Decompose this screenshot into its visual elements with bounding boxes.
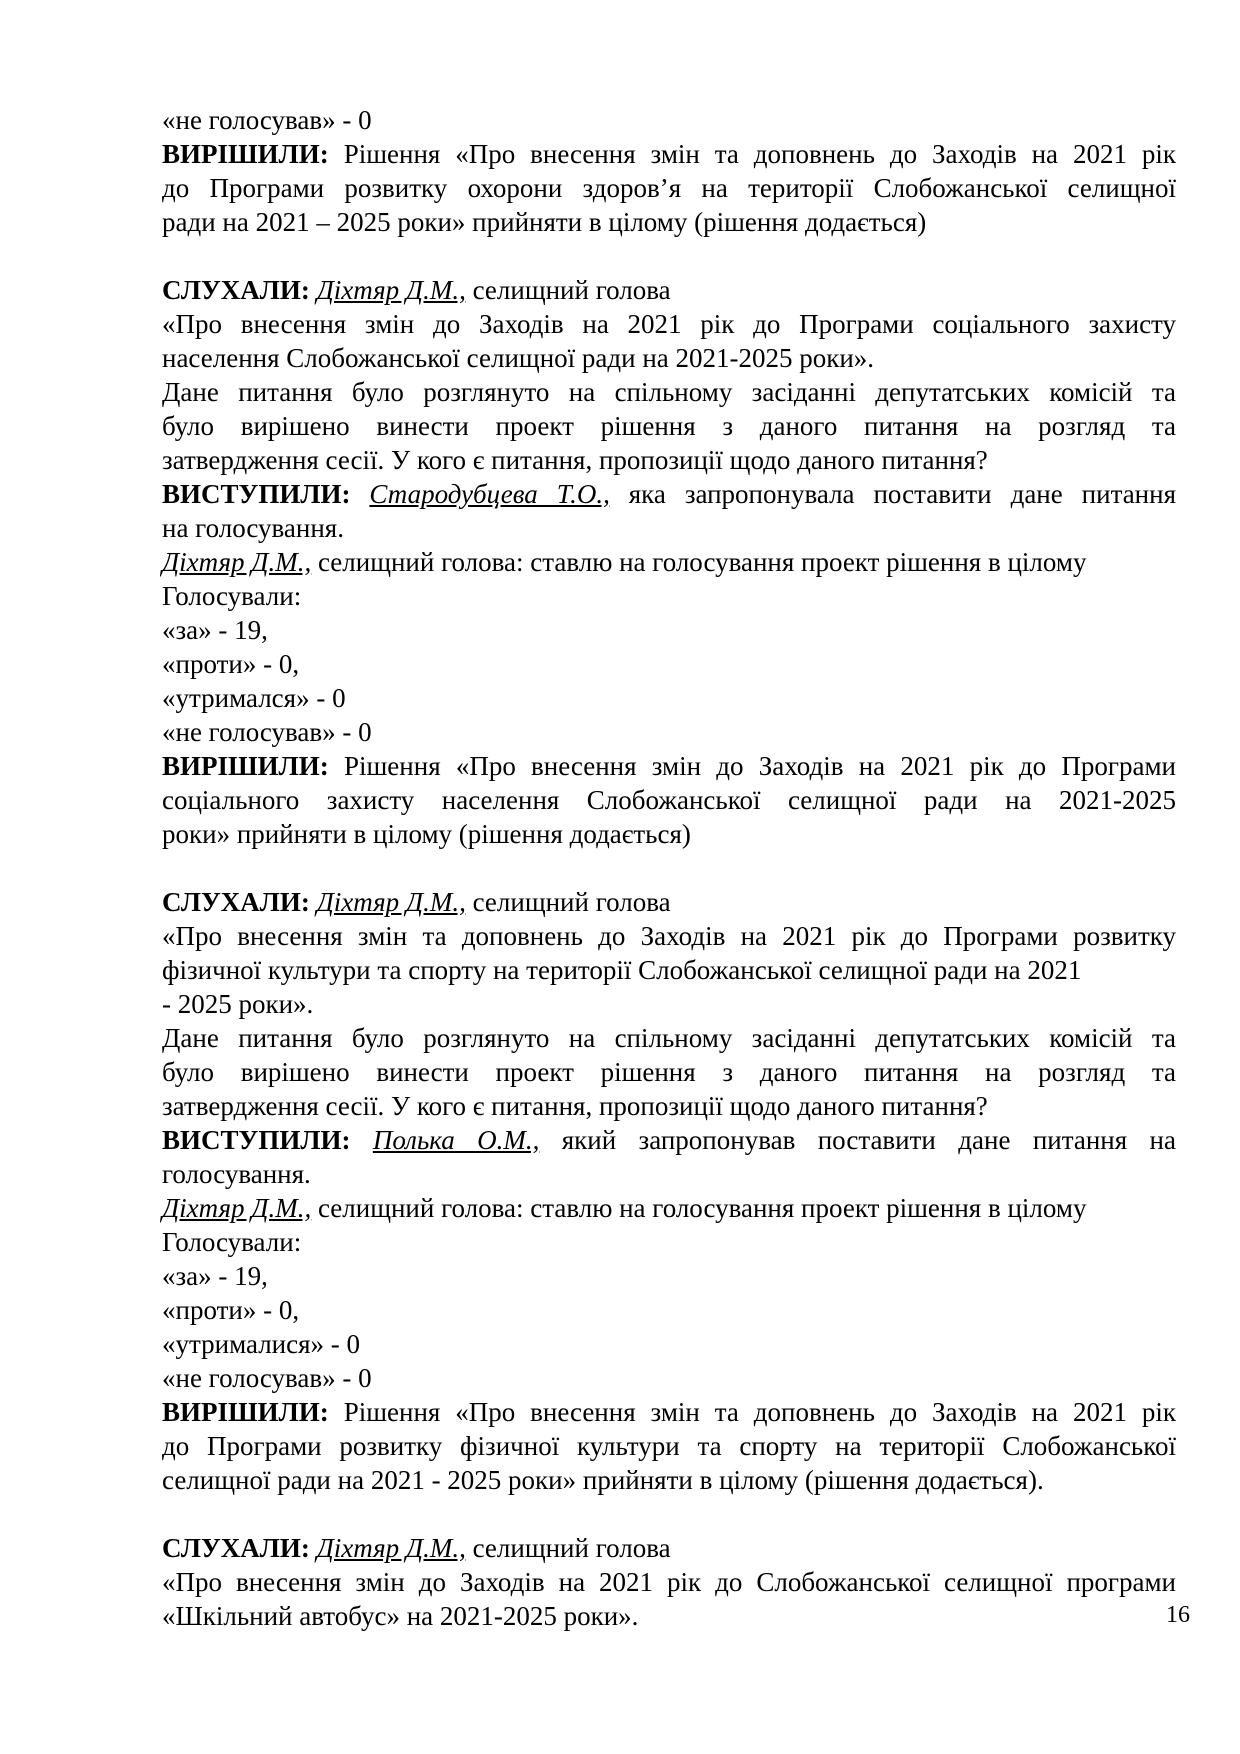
vote-for: «за» - 19, bbox=[162, 615, 268, 645]
speaker-name: Полька О.М., bbox=[372, 1125, 540, 1155]
spoke-line: ВИСТУПИЛИ: Полька О.М., який запропонував поставити дане питання на bbox=[162, 1125, 1176, 1155]
heard-line: СЛУХАЛИ: Діхтяр Д.М., селищний голова bbox=[162, 887, 671, 917]
section-gap bbox=[162, 851, 1176, 885]
section-gap bbox=[162, 239, 1176, 273]
decision-line: до Програми розвитку фізичної культури та спорту на території Слобожанської bbox=[162, 1431, 1176, 1461]
voting-heading: Голосували: bbox=[162, 1227, 302, 1257]
heard-line: СЛУХАЛИ: Діхтяр Д.М., селищний голова bbox=[162, 275, 671, 305]
spoke-label: ВИСТУПИЛИ: bbox=[162, 479, 370, 509]
decided-label: ВИРІШИЛИ: bbox=[162, 751, 344, 781]
topic-line: фізичної культури та спорту на території Слобожанської селищної ради на 2021 bbox=[162, 955, 1082, 985]
vote-abstained: «утримался» - 0 bbox=[162, 683, 346, 713]
decision-line: роки» прийняти в цілому (рішення додається) bbox=[162, 819, 691, 849]
discussion-line: затвердження сесії. У кого є питання, пропозиції щодо даного питання? bbox=[162, 1091, 988, 1121]
decision-line: ВИРІШИЛИ: Рішення «Про внесення змін та доповнень до Заходів на 2021 рік bbox=[162, 139, 1176, 169]
discussion-line: затвердження сесії. У кого є питання, пропозиції щодо даного питання? bbox=[162, 445, 988, 475]
discussion-line: Дане питання було розглянуто на спільному засіданні депутатських комісій та bbox=[162, 377, 1176, 407]
topic-line: «Про внесення змін до Заходів на 2021 рік до Програми соціального захисту bbox=[162, 309, 1176, 339]
vote-against: «проти» - 0, bbox=[162, 649, 300, 679]
vote-against: «проти» - 0, bbox=[162, 1295, 300, 1325]
chair-line: Діхтяр Д.М., селищний голова: ставлю на голосування проект рішення в цілому bbox=[162, 1193, 1087, 1223]
speaker-name: Стародубцева Т.О., bbox=[369, 479, 610, 509]
chair-name: Діхтяр Д.М., bbox=[162, 547, 312, 577]
decision-line: селищної ради на 2021 - 2025 роки» прийняти в цілому (рішення додається). bbox=[162, 1465, 1044, 1495]
page-number: 16 bbox=[1166, 1602, 1190, 1628]
heard-line: СЛУХАЛИ: Діхтяр Д.М., селищний голова bbox=[162, 1533, 671, 1563]
vote-for: «за» - 19, bbox=[162, 1261, 268, 1291]
speaker-name: Діхтяр Д.М., bbox=[316, 1533, 466, 1563]
decision-line: до Програми розвитку охорони здоров’я на території Слобожанської селищної bbox=[162, 173, 1176, 203]
spoke-line: на голосування. bbox=[162, 513, 344, 543]
decided-label: ВИРІШИЛИ: bbox=[162, 1397, 344, 1427]
topic-line: «Про внесення змін та доповнень до Заходів на 2021 рік до Програми розвитку bbox=[162, 921, 1176, 951]
decision-line: соціального захисту населення Слобожанської селищної ради на 2021-2025 bbox=[162, 785, 1176, 815]
speaker-name: Діхтяр Д.М., bbox=[316, 887, 466, 917]
section-gap bbox=[162, 1497, 1176, 1531]
decided-label: ВИРІШИЛИ: bbox=[162, 139, 344, 169]
decision-line: ВИРІШИЛИ: Рішення «Про внесення змін та доповнень до Заходів на 2021 рік bbox=[162, 1397, 1176, 1427]
vote-abstained: «утрималися» - 0 bbox=[162, 1329, 361, 1359]
speaker-name: Діхтяр Д.М., bbox=[316, 275, 466, 305]
discussion-line: було вирішено винести проект рішення з даного питання на розгляд та bbox=[162, 1057, 1176, 1087]
chair-line: Діхтяр Д.М., селищний голова: ставлю на голосування проект рішення в цілому bbox=[162, 547, 1087, 577]
heard-label: СЛУХАЛИ: bbox=[162, 1533, 317, 1563]
voting-heading: Голосували: bbox=[162, 581, 302, 611]
discussion-line: Дане питання було розглянуто на спільному засіданні депутатських комісій та bbox=[162, 1023, 1176, 1053]
heard-label: СЛУХАЛИ: bbox=[162, 275, 317, 305]
chair-name: Діхтяр Д.М., bbox=[162, 1193, 312, 1223]
heard-label: СЛУХАЛИ: bbox=[162, 887, 317, 917]
spoke-label: ВИСТУПИЛИ: bbox=[162, 1125, 373, 1155]
topic-line: «Про внесення змін до Заходів на 2021 рік до Слобожанської селищної програми bbox=[162, 1567, 1176, 1597]
vote-not-voted: «не голосував» - 0 bbox=[162, 717, 372, 747]
topic-line: «Шкільний автобус» на 2021-2025 роки». bbox=[162, 1601, 639, 1631]
spoke-line: ВИСТУПИЛИ: Стародубцева Т.О., яка запропонувала поставити дане питання bbox=[162, 479, 1176, 509]
spoke-line: голосування. bbox=[162, 1159, 311, 1189]
page-content bbox=[162, 103, 1176, 1633]
discussion-line: було вирішено винести проект рішення з даного питання на розгляд та bbox=[162, 411, 1176, 441]
vote-not-voted: «не голосував» - 0 bbox=[162, 1363, 372, 1393]
decision-line: ВИРІШИЛИ: Рішення «Про внесення змін до Заходів на 2021 рік до Програми bbox=[162, 751, 1176, 781]
topic-line: - 2025 роки». bbox=[162, 989, 314, 1019]
decision-line: ради на 2021 – 2025 роки» прийняти в цілому (рішення додається) bbox=[162, 207, 927, 237]
topic-line: населення Слобожанської селищної ради на 2021-2025 роки». bbox=[162, 343, 875, 373]
vote-not-voted: «не голосував» - 0 bbox=[162, 105, 372, 135]
